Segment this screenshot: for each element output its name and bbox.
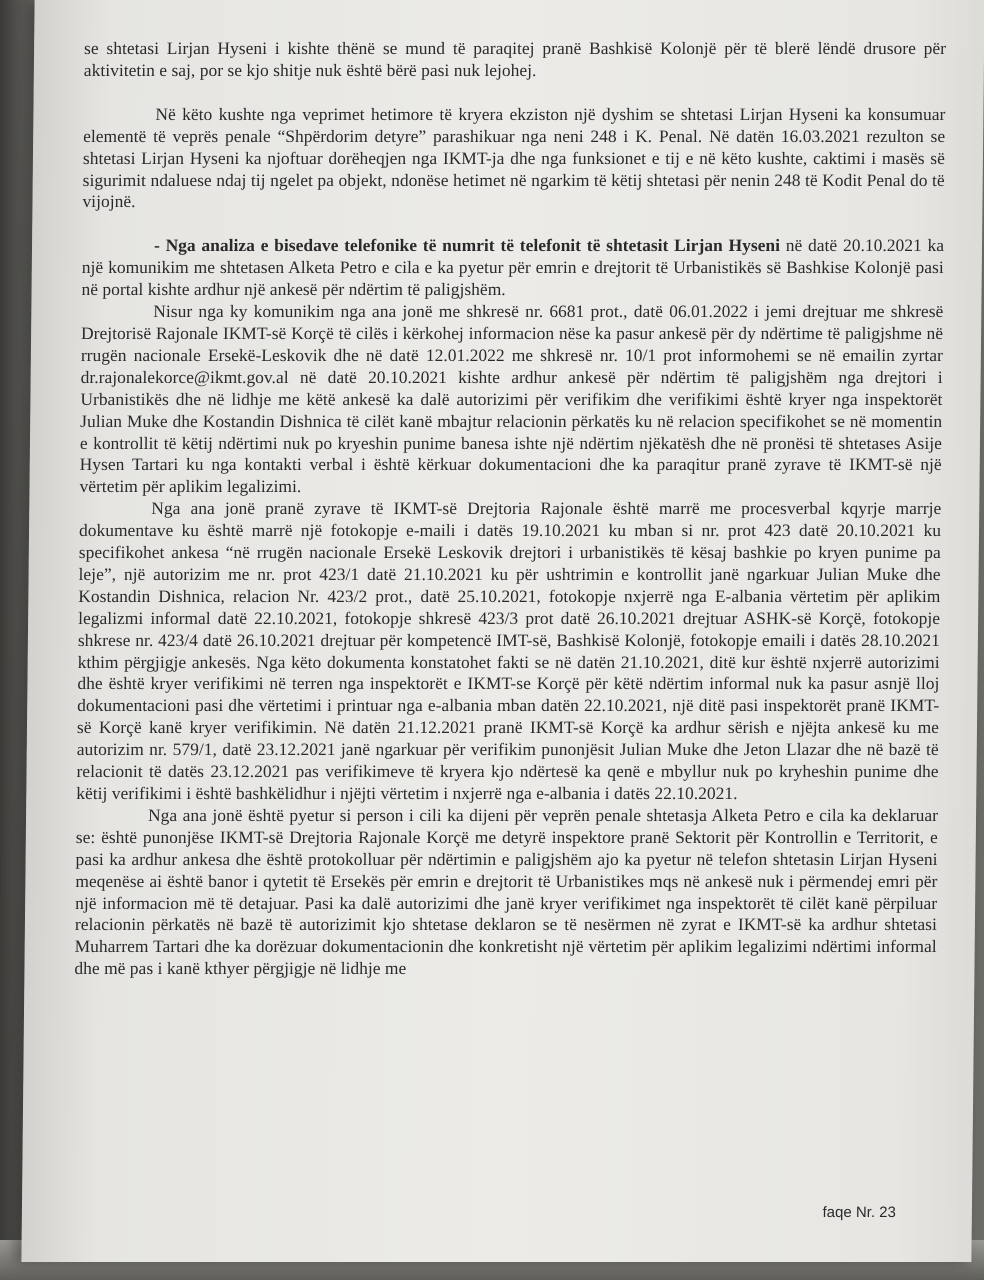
paragraph-5: Nga ana jonë pranë zyrave të IKMT-së Drejtoria Rajonale është marrë me procesverbal kqyrje marrje dokumentave ku është marrë një fotokopje e-maili i datës 19.10.2021 ku mban si nr. prot 423 datë 20.10.2021 ku specifikohet ankesa “në rrugën nacionale Ersekë Leskovik drejtori i urbanistikës të kësaj bashkie po kryen punime pa leje”, një autorizim me nr. prot 423/1 datë 21.10.2021 ku për ushtrimin e kontrollit janë ngarkuar Julian Muke dhe Kostandin Dishnica, relacion Nr. 423/2 prot., datë 25.10.2021, fotokopje nxjerrë nga E-albania vërtetim për aplikim legalizmi informal datë 22.10.2021, fotokopje shkresë 423/3 prot datë 26.10.2021 drejtuar ASHK-së Korçë, fotokopje shkrese nr. 423/4 datë 26.10.2021 drejtuar për kompetencë IMT-së, Bashkisë Kolonjë, fotokopje emaili i datës 28.10.2021 kthim përgjigje ankesës. Nga këto dokumenta konstatohet fakti se në datën 21.10.2021, ditë kur është nxjerrë autorizimi dhe është kryer verifikimi në terren nga inspektorët e IKMT-se Korçë për këtë ndërtim informal nuk ka pasur asnjë lloj dokumentacioni pasi dhe vërtetimi i printuar nga e-albania mban datën 22.10.2021, një ditë pasi inspektorët pranë IKMT-së Korçë kanë kryer verifikimin. Në datën 21.12.2021 pranë IKMT-së Korçë ka ardhur sërish e njëjta ankesë ku me autorizim nr. 579/1, datë 23.12.2021 janë ngarkuar për verifikim punonjësit Julian Muke dhe Jeton Llazar dhe në bazë të relacionit të datës 23.12.2021 pas verifikimeve të kryera kjo ndërtesë ka qenë e mbyllur nuk po kryheshin punime dhe këtij verifikimi i është bashkëlidhur i njëjti vërtetim i nxjerrë nga e-albania i datës 22.10.2021. xyxy=(76,498,942,803)
paragraph-1: se shtetasi Lirjan Hyseni i kishte thënë se mund të paraqitej pranë Bashkisë Kolonjë për të blerë lëndë drusore për aktivitetin e saj, por se kjo shitje nuk është bërë pasi nuk lejohej. xyxy=(83,38,947,80)
paragraph-3-heading: - Nga analiza e bisedave telefonike të numrit të telefonit të shtetasit Lirjan Hyseni xyxy=(153,235,781,256)
paragraph-6: Nga ana jonë është pyetur si person i cili ka dijeni për veprën penale shtetasja Alketa Petro e cila ka deklaruar se: është punonjëse IKMT-së Drejtoria Rajonale Korçë me detyrë inspektore pranë Sektorit për Kontrollin e Territorit, e pasi ka ardhur ankesa dhe është protokolluar për ndërtimin e paligjshëm ajo ka pyetur në telefon shtetasin Lirjan Hyseni meqenëse ai është banor i qytetit të Ersekës për emrin e drejtorit të Urbanistikes mqs në ankesë nuk i përmendej emri për një informacion më të detajuar. Pasi ka dalë autorizimi dhe janë kryer verifikimet nga inspektorët të cilët kanë përpiluar relacionin përkatës në bazë të autorizimit kjo shtetase deklaron se të nesërmen në zyrat e IKMT-së ka ardhur shtetasi Muharrem Tartari dhe ka dorëzuar dokumentacionin dhe konkretisht një vërtetim për aplikim legalizimi ndërtimi informal dhe më pas i kanë kthyer përgjigje në lidhje me xyxy=(74,804,939,979)
page-number: faqe Nr. 23 xyxy=(822,1204,896,1221)
paragraph-4: Nisur nga ky komunikim nga ana jonë me shkresë nr. 6681 prot., datë 06.01.2022 i jemi drejtuar me shkresë Drejtorisë Rajonale IKMT-së Korçë të cilës i kërkohej informacion nëse ka pasur ankesë për dy ndërtime të paligjshme në rrugën nacionale Ersekë-Leskovik dhe në datë 12.01.2022 me shkresë nr. 10/1 prot informohemi se në emailin zyrtar dr.rajonalekorce@ikmt.gov.al në datë 20.10.2021 kishte ardhur ankesë për ndërtim të paligjshëm nga drejtori i Urbanistikës dhe në lidhje me këtë ankesë ka dalë autorizimi për verifikim dhe verifikimi është kryer nga inspektorët Julian Muke dhe Kostandin Dishnica të cilët kanë mbajtur relacionin përkatës ku në relacion specifikohet se në momentin e kontrollit të këtij ndërtimi nuk po kryeshin punime banesa ishte një ndërtim njëkatësh dhe në pronësi të shtetases Asije Hysen Tartari ku nga kontakti verbal i është kërkuar dokumentacioni dhe ka paraqitur pranë zyrave të IKMT-së një vërtetim për aplikim legalizimi. xyxy=(79,301,944,497)
document-body xyxy=(74,38,946,980)
paragraph-2: Në këto kushte nga veprimet hetimore të kryera ekziston një dyshim se shtetasi Lirjan Hyseni ka konsumuar elementë të veprës penale “Shpërdorim detyre” parashikuar nga neni 248 i K. Penal. Në datën 16.03.2021 rezulton se shtetasi Lirjan Hyseni ka njoftuar dorëheqjen nga IKMT-ja dhe nga funksionet e tij e në këto kushte, caktimi i masës së sigurimit ndaluese ndaj tij ngelet pa objekt, ndonëse hetimet në ngarkim të këtij shtetasi për nenin 248 të Kodit Penal do të vijojnë. xyxy=(82,103,946,212)
document-page xyxy=(21,0,984,1262)
paragraph-spacer xyxy=(82,213,944,235)
paragraph-3-text: në datë 20.10.2021 ka një komunikim me shtetasen Alketa Petro e cila e ka pyetur për emrin e drejtorit të Urbanistikës së Bashkise Kolonjë pasi në portal kishte ardhur një ankesë për ndërtim të paligjshëm. xyxy=(81,235,945,300)
paragraph-3 xyxy=(81,235,944,301)
paragraph-spacer xyxy=(84,82,946,104)
